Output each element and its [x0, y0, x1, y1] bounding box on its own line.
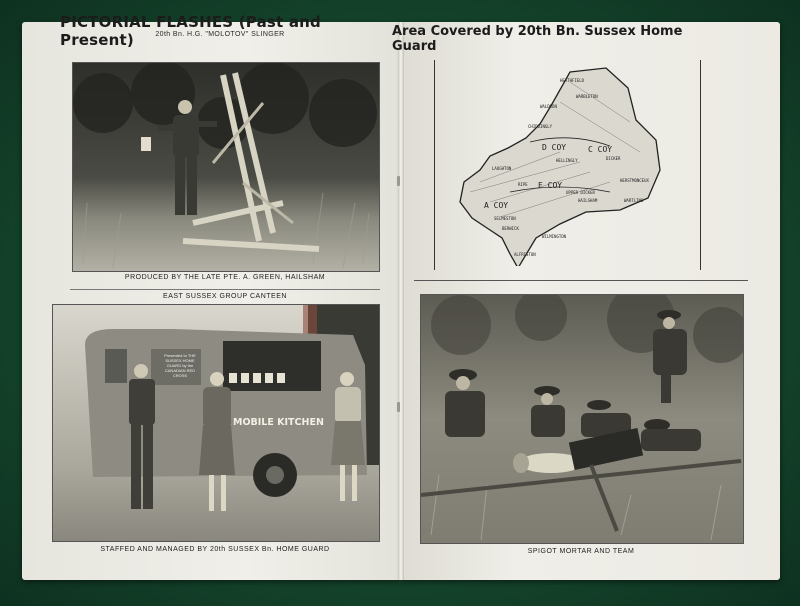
- battalion-area-map: [410, 42, 692, 266]
- photo2-caption: STAFFED AND MANAGED BY 20th SUSSEX Bn. HOME GUARD: [100, 546, 330, 553]
- photo1-caption: PRODUCED BY THE LATE PTE. A. GREEN, HAILSHAM: [124, 274, 326, 281]
- map-place-hailsham: HAILSHAM: [578, 198, 598, 203]
- map-place-hellingly: HELLINGLY: [556, 158, 578, 163]
- van-donation-plaque: Presented to THE SUSSEX HOME GUARD by the CANADIAN RED CROSS: [164, 353, 196, 378]
- staple-top: [397, 176, 400, 186]
- booklet-spine: [398, 22, 404, 580]
- mobile-kitchen-photo: [52, 304, 380, 542]
- map-label-e-coy: E COY: [538, 181, 563, 190]
- map-place-herstmonceux: HERSTMONCEUX: [620, 178, 649, 183]
- map-label-d-coy: D COY: [542, 143, 567, 152]
- map-place-wilmington: WILMINGTON: [542, 234, 567, 239]
- map-place-wartling: WARTLING: [624, 198, 644, 203]
- map-place-upper-dicker: UPPER DICKER: [566, 190, 595, 195]
- spigot-mortar-photo: [420, 294, 744, 544]
- map-label-c-coy: C COY: [588, 145, 613, 154]
- canteen-heading: EAST SUSSEX GROUP CANTEEN: [163, 293, 287, 300]
- map-place-dicker: DICKER: [606, 156, 621, 161]
- map-place-chiddingly: CHIDDINGLY: [528, 124, 553, 129]
- map-place-warbleton: WARBLETON: [576, 94, 598, 99]
- molotov-slinger-photo: [72, 62, 380, 272]
- map-label-a-coy: A COY: [484, 201, 509, 210]
- photo3-caption: SPIGOT MORTAR AND TEAM: [527, 548, 635, 555]
- right-divider: [414, 280, 748, 281]
- map-right-border: [700, 60, 701, 270]
- left-page-title: PICTORIAL FLASHES (Past and Present): [60, 13, 321, 49]
- staple-bottom: [397, 402, 400, 412]
- map-place-heathfield: HEATHFIELD: [560, 78, 585, 83]
- right-page-title: Area Covered by 20th Bn. Sussex Home Guard: [392, 24, 683, 54]
- map-place-alfriston: ALFRISTON: [514, 252, 536, 257]
- map-place-laughton: LAUGHTON: [492, 166, 512, 171]
- photo1-subtitle: 20th Bn. H.G. "MOLOTOV" SLINGER: [155, 31, 285, 38]
- map-place-berwick: BERWICK: [502, 226, 519, 231]
- left-divider: [70, 289, 380, 290]
- map-place-waldron: WALDRON: [540, 104, 557, 109]
- map-place-ripe: RIPE: [518, 182, 528, 187]
- mobile-kitchen-sign: MOBILE KITCHEN: [233, 417, 324, 428]
- map-place-selmeston: SELMESTON: [494, 216, 516, 221]
